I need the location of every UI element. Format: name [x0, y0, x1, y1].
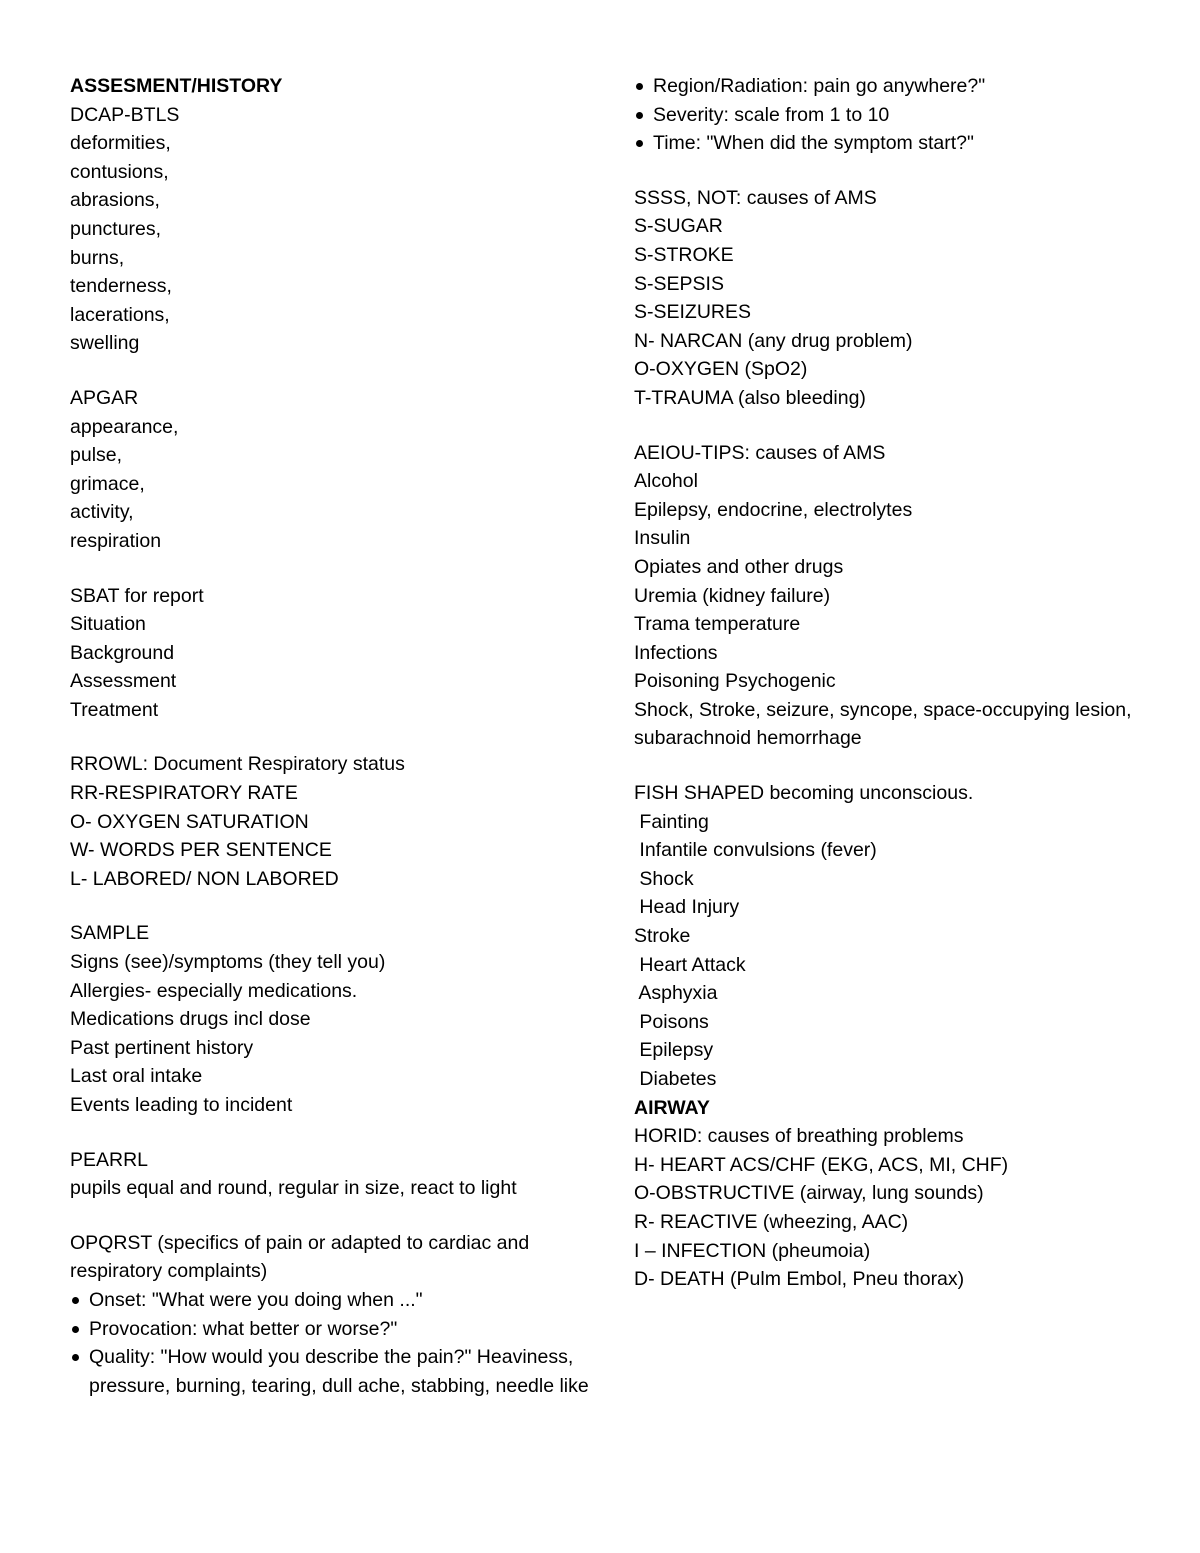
text-line: pulse, — [70, 444, 123, 467]
section-title-aeiou: AEIOU-TIPS: causes of AMS — [634, 441, 886, 464]
text-line: D- DEATH (Pulm Embol, Pneu thorax) — [634, 1268, 965, 1291]
text-line: Alcohol — [634, 470, 698, 493]
text-line: S-SEIZURES — [634, 301, 752, 324]
bullet-icon — [636, 140, 643, 147]
text-line: contusions, — [70, 160, 169, 183]
text-line: L- LABORED/ NON LABORED — [70, 867, 339, 890]
text-line: O- OXYGEN SATURATION — [70, 810, 309, 833]
text-line: Medications drugs incl dose — [70, 1008, 311, 1031]
bullet-item: Region/Radiation: pain go anywhere?" — [634, 72, 1174, 101]
section-title-rrowl: RROWL: Document Respiratory status — [70, 753, 405, 776]
text-line: Trama temperature — [634, 613, 801, 636]
bullet-icon — [636, 83, 643, 90]
bullet-icon — [72, 1354, 79, 1361]
text-line: Treatment — [70, 698, 159, 721]
section-title-pearrl: PEARRL — [70, 1148, 149, 1171]
text-line: S-SUGAR — [634, 215, 723, 238]
bullet-icon — [72, 1326, 79, 1333]
section-title-sbat: SBAT for report — [70, 584, 204, 607]
text-line: Uremia (kidney failure) — [634, 584, 831, 607]
text-line: appearance, — [70, 415, 179, 438]
text-line: Poisoning Psychogenic — [634, 670, 836, 693]
section-title-fish: FISH SHAPED becoming unconscious. — [634, 782, 974, 805]
text-line: grimace, — [70, 472, 145, 495]
text-line: respiration — [70, 529, 162, 552]
text-line: T-TRAUMA (also bleeding) — [634, 386, 866, 409]
text-line: N- NARCAN (any drug problem) — [634, 329, 913, 352]
text-line: Events leading to incident — [70, 1094, 293, 1116]
text-line: deformities, — [70, 132, 171, 155]
section-title-sample: SAMPLE — [70, 922, 150, 945]
bullet-icon — [636, 112, 643, 119]
text-paragraph: pupils equal and round, regular in size, react to light — [70, 1177, 517, 1200]
right-column — [634, 72, 1174, 1294]
list-item: Diabetes — [634, 1068, 717, 1090]
text-line: O-OBSTRUCTIVE (airway, lung sounds) — [634, 1182, 984, 1205]
text-line: Signs (see)/symptoms (they tell you) — [70, 951, 386, 974]
text-line: Background — [70, 641, 175, 664]
text-line: S-STROKE — [634, 243, 734, 266]
list-item: Asphyxia — [634, 982, 718, 1005]
text-line: HORID: causes of breathing problems — [634, 1125, 964, 1148]
bullet-icon — [72, 1297, 79, 1304]
text-line: Last oral intake — [70, 1065, 203, 1088]
text-line: O-OXYGEN (SpO2) — [634, 358, 808, 381]
list-item: Poisons — [634, 1010, 709, 1033]
list-item: Stroke — [634, 925, 691, 948]
left-column — [70, 72, 590, 1400]
list-item: Heart Attack — [634, 953, 746, 976]
text-line: Allergies- especially medications. — [70, 979, 358, 1002]
text-line: punctures, — [70, 217, 162, 240]
text-line: Past pertinent history — [70, 1036, 254, 1059]
text-line: burns, — [70, 246, 125, 269]
section-heading-airway: AIRWAY — [634, 1096, 710, 1119]
text-line: S-SEPSIS — [634, 272, 724, 295]
bullet-item: Quality: "How would you describe the pain?" Heaviness, pressure, burning, tearing, dull ache, stabbing, needle like — [70, 1343, 590, 1400]
text-line: R- REACTIVE (wheezing, AAC) — [634, 1210, 909, 1233]
list-item: Infantile convulsions (fever) — [634, 839, 877, 862]
text-line: tenderness, — [70, 275, 172, 298]
text-paragraph: Shock, Stroke, seizure, syncope, space-occupying lesion, subarachnoid hemorrhage — [634, 698, 1132, 750]
text-line: Infections — [634, 641, 718, 664]
bullet-item: Severity: scale from 1 to 10 — [634, 101, 1174, 130]
section-title-ssss: SSSS, NOT: causes of AMS — [634, 186, 877, 209]
text-line: Assessment — [70, 670, 177, 693]
list-item: Epilepsy — [634, 1039, 714, 1062]
text-line: Opiates and other drugs — [634, 555, 844, 578]
text-line: Insulin — [634, 527, 691, 550]
bullet-item: Provocation: what better or worse?" — [70, 1315, 590, 1344]
text-line: I – INFECTION (pheumoia) — [634, 1239, 871, 1262]
list-item: Fainting — [634, 810, 709, 833]
text-line: swelling — [70, 332, 140, 355]
list-item: Head Injury — [634, 896, 740, 919]
text-line: Situation — [70, 613, 146, 636]
text-line: RR-RESPIRATORY RATE — [70, 782, 298, 805]
text-line: lacerations, — [70, 303, 170, 326]
text-line: H- HEART ACS/CHF (EKG, ACS, MI, CHF) — [634, 1153, 1009, 1176]
text-line: abrasions, — [70, 189, 160, 212]
bullet-item: Onset: "What were you doing when ..." — [70, 1286, 590, 1315]
text-line: DCAP-BTLS — [70, 103, 180, 126]
text-line: Epilepsy, endocrine, electrolytes — [634, 498, 913, 521]
section-title-opqrst: OPQRST (specifics of pain or adapted to cardiac and respiratory complaints) — [70, 1231, 530, 1283]
text-line: activity, — [70, 501, 134, 524]
bullet-item: Time: "When did the symptom start?" — [634, 129, 1174, 158]
section-heading-assessment: ASSESMENT/HISTORY — [70, 75, 283, 97]
text-line: W- WORDS PER SENTENCE — [70, 839, 332, 862]
section-title-apgar: APGAR — [70, 386, 139, 409]
list-item: Shock — [634, 867, 694, 890]
